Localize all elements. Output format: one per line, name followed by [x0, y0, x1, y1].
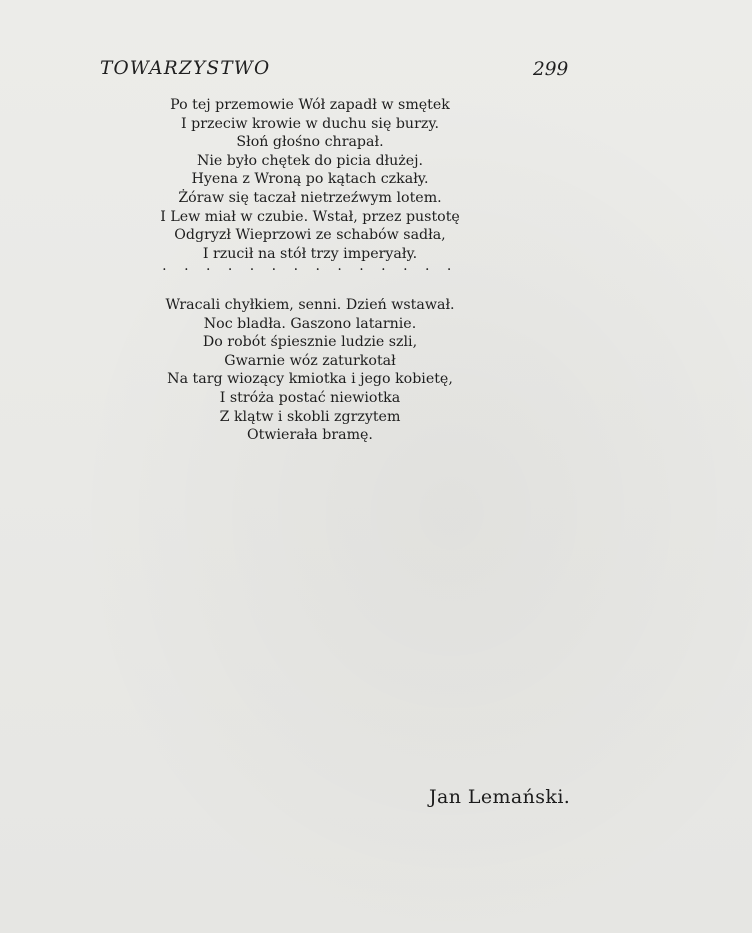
verse-line: I stróża postać niewiotka — [219, 389, 401, 406]
running-head-title: TOWARZYSTWO — [100, 58, 271, 79]
verse-line: Z klątw i skobli zgrzytem — [219, 408, 401, 425]
verse-line: Po tej przemowie Wół zapadł w smętek — [170, 97, 450, 113]
verse-line: Gwarnie wóz zaturkotał — [224, 352, 396, 369]
poem-stanza-1 — [100, 96, 520, 263]
verse-line: I przeciw krowie w duchu się burzy. — [181, 115, 439, 132]
page-number: 299 — [533, 59, 569, 80]
verse-line: I rzucił na stół trzy imperyały. — [202, 245, 418, 262]
verse-line: Nie było chętek do picia dłużej. — [196, 152, 424, 169]
stanza-separator-dots: . . . . . . . . . . . . . . — [162, 258, 458, 274]
verse-line: Wracali chyłkiem, senni. Dzień wstawał. — [165, 297, 455, 313]
verse-line: Na targ wiozący kmiotka i jego kobietę, — [167, 371, 453, 388]
author-signature: Jan Lemański. — [429, 786, 571, 808]
verse-line: Do robót śpiesznie ludzie szli, — [202, 334, 418, 351]
verse-line: Odgryzł Wieprzowi ze schabów sadła, — [174, 227, 446, 244]
verse-line: Żóraw się taczał nietrzeźwym lotem. — [178, 189, 442, 206]
verse-line: Otwierała bramę. — [247, 427, 373, 444]
poem-stanza-2 — [100, 296, 520, 445]
verse-line: I Lew miał w czubie. Wstał, przez pustotę — [160, 208, 460, 225]
verse-line: Hyena z Wroną po kątach czkały. — [191, 171, 429, 188]
verse-line: Noc bladła. Gaszono latarnie. — [203, 315, 417, 332]
verse-line: Słoń głośno chrapał. — [236, 134, 384, 151]
